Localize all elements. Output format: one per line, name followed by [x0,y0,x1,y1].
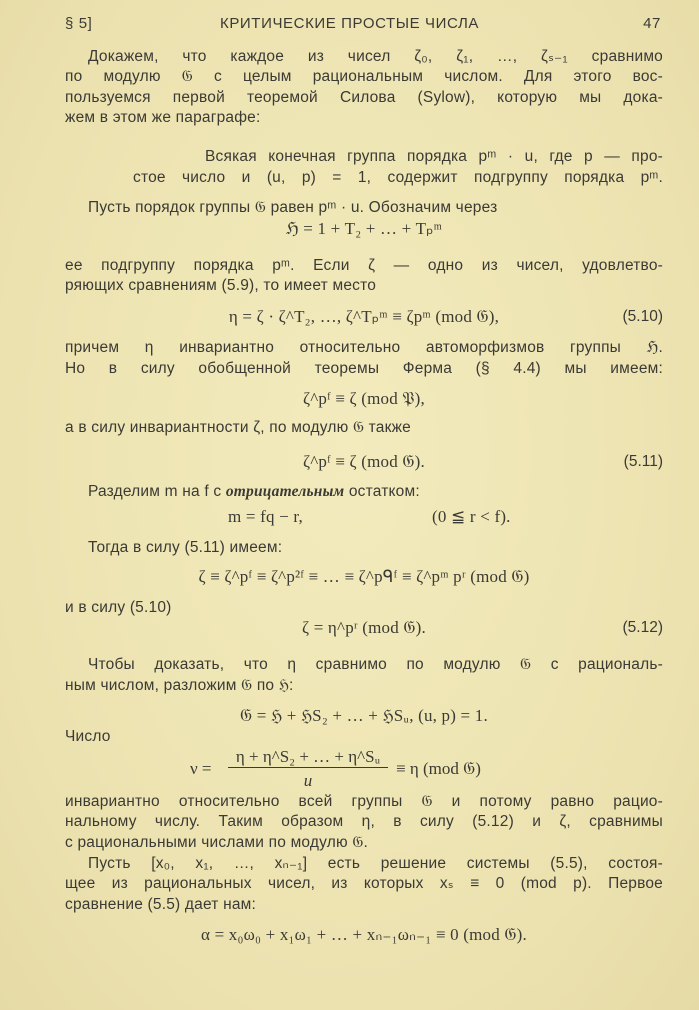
text-line: ее подгруппу порядка pᵐ. Если ζ — одно из чисел, удовлетво- [65,257,663,274]
formula-main: m = fq − r, [228,507,303,526]
text-line: щее из рациональных чисел, из которых xₛ ≡ 0 (mod p). Первое [65,875,663,892]
formula: ζ^pᶠ ≡ ζ (mod 𝔊). [303,452,425,471]
text-line: ным числом, разложим 𝔊 по ℌ: [65,677,294,694]
text-line: пользуемся первой теоремой Силова (Sylow), которую мы дока- [65,89,663,106]
text-line: а в силу инвариантности ζ, по модулю 𝔊 также [65,419,412,436]
formula-condition: (0 ≦ r < f). [432,507,511,526]
equation-number: (5.12) [622,619,663,636]
formula: α = x₀ω₀ + x₁ω₁ + … + xₙ₋₁ωₙ₋₁ ≡ 0 (mod 𝔊). [201,925,527,944]
text-line: сравнение (5.5) дает нам: [65,896,257,913]
text-line: Пусть порядок группы 𝔊 равен pᵐ · u. Обозначим через [88,199,498,216]
text-line: Тогда в силу (5.11) имеем: [88,539,283,556]
text-line: Но в силу обобщенной теоремы Ферма (§ 4.4) мы имеем: [65,360,663,377]
denominator: u [303,771,313,790]
text-line: Число [65,728,111,745]
text-line: и в силу (5.10) [65,599,172,616]
text-line: жем в этом же параграфе: [65,109,261,126]
formula: ζ = η^pʳ (mod 𝔊). [302,618,426,637]
formula: ζ ≡ ζ^pᶠ ≡ ζ^p²ᶠ ≡ … ≡ ζ^pᑫᶠ ≡ ζ^pᵐ pʳ (mod 𝔊) [198,567,530,586]
theorem-line: стое число и (u, p) = 1, содержит подгруппу порядка pᵐ. [133,169,663,186]
text: остатком: [344,483,420,500]
text-line: инвариантно относительно всей группы 𝔊 и потому равно рацио- [65,793,663,810]
formula: ζ^pᶠ ≡ ζ (mod 𝔓), [303,389,425,408]
text-line: причем η инвариантно относительно автоморфизмов группы ℌ. [65,339,663,356]
formula: 𝔊 = ℌ + ℌS₂ + … + ℌSᵤ, (u, p) = 1. [240,706,488,725]
text-line: ряющих сравнениям (5.9), то имеет место [65,277,377,294]
text-line: Пусть [x₀, x₁, …, xₙ₋₁] есть решение системы (5.5), состоя- [88,855,663,872]
formula: η = ζ · ζ^T₂, …, ζ^Tₚᵐ ≡ ζpᵐ (mod 𝔊), [228,307,500,326]
text-line: Докажем, что каждое из чисел ζ₀, ζ₁, …, ζₛ₋₁ сравнимо [88,48,663,65]
running-title: КРИТИЧЕСКИЕ ПРОСТЫЕ ЧИСЛА [219,15,480,32]
text-line: с рациональными числами по модулю 𝔊. [65,834,369,851]
emphasis: отрицательным [225,483,345,500]
equation-number: (5.10) [622,308,663,325]
text: Разделим m на f с [88,483,226,500]
equation-number: (5.11) [623,453,663,470]
numerator: η + η^S₂ + … + η^Sᵤ [228,747,388,768]
text-line [88,482,663,502]
text-line: Чтобы доказать, что η сравнимо по модулю 𝔊 с рациональ- [88,656,663,673]
text-line: нальному числу. Таким образом η, в силу (5.12) и ζ, сравнимы [65,813,663,830]
section-marker: § 5] [65,15,93,32]
formula: ℌ = 1 + T₂ + … + Tₚᵐ [285,219,443,238]
formula-rhs: ≡ η (mod 𝔊) [396,759,481,778]
formula-lhs: ν = [190,759,212,778]
page-number: 47 [643,15,661,32]
text-line: по модулю 𝔊 с целым рациональным числом. Для этого вос- [65,68,663,85]
theorem-line: Всякая конечная группа порядка pᵐ · u, где p — про- [205,148,663,165]
